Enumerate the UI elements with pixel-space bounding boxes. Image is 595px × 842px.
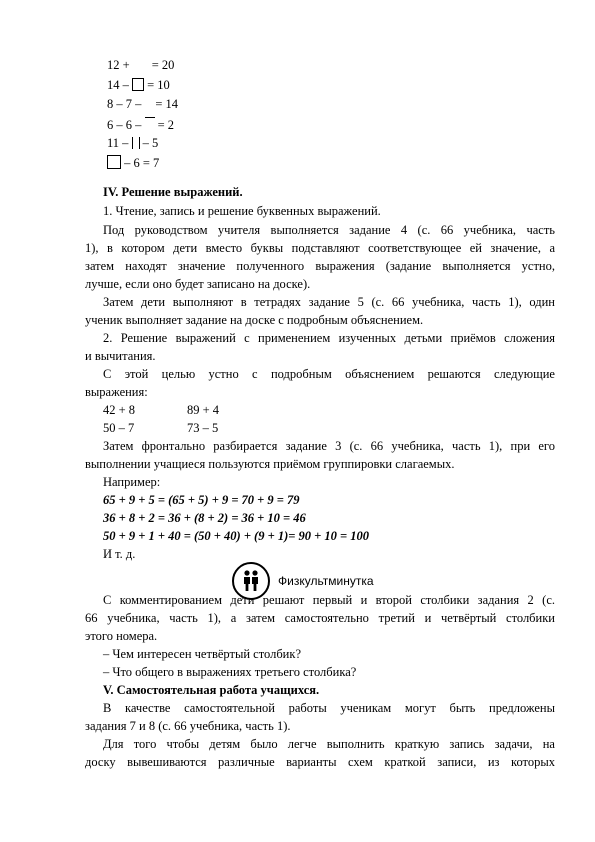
expression: 50 – 7 [103, 421, 135, 435]
section-heading: IV. Решение выражений. [103, 185, 243, 199]
paragraph-line: Для того чтобы детям было легче выполнить краткую запись задачи, на [103, 737, 555, 751]
equation-text: 11 – [107, 136, 129, 150]
equation-2 [107, 78, 170, 93]
equation-5 [107, 136, 158, 151]
equation-6 [107, 155, 159, 171]
paragraph-line: лучше, если оно будет записано на доске). [85, 277, 311, 291]
expression: 73 – 5 [187, 421, 219, 435]
question-line: – Чем интересен четвёртый столбик? [103, 647, 301, 661]
paragraph-line: Затем дети выполняют в тетрадях задание 5 (с. 66 учебника, часть 1), один [103, 295, 555, 309]
example-line: 36 + 8 + 2 = 36 + (8 + 2) = 36 + 10 = 46 [103, 511, 306, 525]
equation-text: – 6 = 7 [124, 156, 160, 170]
equation-text: – 5 [142, 136, 159, 150]
answer-blank [145, 117, 155, 118]
equation-text: 14 – [107, 78, 129, 92]
equation-text: = 2 [157, 118, 175, 132]
question-line: – Что общего в выражениях третьего столбика? [103, 665, 357, 679]
item-text: 1. Чтение, запись и решение буквенных выражений. [103, 204, 381, 218]
answer-mark [132, 137, 133, 149]
expression-row [103, 402, 555, 418]
paragraph-line: В качестве самостоятельной работы ученикам могут быть предложены [103, 701, 555, 715]
answer-box [132, 78, 144, 91]
paragraph-line: 1), в котором дети вместо буквы подставляют соответствующее ей значение, а [85, 241, 555, 255]
paragraph-line: 2. Решение выражений с применением изученных детьми приёмов сложения [103, 331, 555, 345]
paragraph-line: Под руководством учителя выполняется задание 4 (с. 66 учебника, часть [103, 223, 555, 237]
expression: 89 + 4 [187, 403, 220, 417]
equation-text: 6 – 6 – [107, 118, 142, 132]
paragraph-line: этого номера. [85, 629, 158, 643]
paragraph-line: 66 учебника, часть 1), а затем самостоятельно третий и четвёртый столбики [85, 611, 555, 625]
example-line: 65 + 9 + 5 = (65 + 5) + 9 = 70 + 9 = 79 [103, 493, 300, 507]
example-line: 50 + 9 + 1 + 40 = (50 + 40) + (9 + 1)= 90 + 10 = 100 [103, 529, 370, 543]
expression-row [103, 420, 555, 436]
equation-text: = 20 [151, 58, 175, 72]
paragraph-line: С этой целью устно с подробным объяснением решаются следующие [103, 367, 555, 381]
example-label: Например: [103, 475, 161, 489]
equation-text: 12 + [107, 58, 130, 72]
etc-text: И т. д. [103, 547, 136, 561]
expression: 42 + 8 [103, 403, 136, 417]
answer-box [107, 155, 121, 169]
paragraph-line: Затем фронтально разбирается задание 3 (с. 66 учебника, часть 1), при его [103, 439, 555, 453]
paragraph-line: и вычитания. [85, 349, 156, 363]
fizkultminutka-label: Физкультминутка [278, 574, 374, 588]
answer-mark [139, 137, 140, 149]
equation-4 [107, 117, 174, 133]
equation-text: = 14 [155, 97, 179, 111]
equation-1 [107, 58, 174, 73]
paragraph-line: выполнении учащиеся пользуются приёмом группировки слагаемых. [85, 457, 455, 471]
equation-3 [107, 97, 178, 112]
section-heading: V. Самостоятельная работа учащихся. [103, 683, 320, 697]
paragraph-line: доску вывешиваются различные варианты схем краткой записи, из которых [85, 755, 555, 769]
equation-text: = 10 [147, 78, 170, 92]
paragraph-line: выражения: [85, 385, 148, 399]
paragraph-line: ученик выполняет задание на доске с подробным объяснением. [85, 313, 424, 327]
paragraph-line: затем находят значение полученного выражения (задание выполняется устно, [85, 259, 555, 273]
paragraph-line: задания 7 и 8 (с. 66 учебника, часть 1). [85, 719, 291, 733]
paragraph-line: С комментированием дети решают первый и второй столбики задания 2 (с. [103, 593, 555, 607]
equation-text: 8 – 7 – [107, 97, 142, 111]
